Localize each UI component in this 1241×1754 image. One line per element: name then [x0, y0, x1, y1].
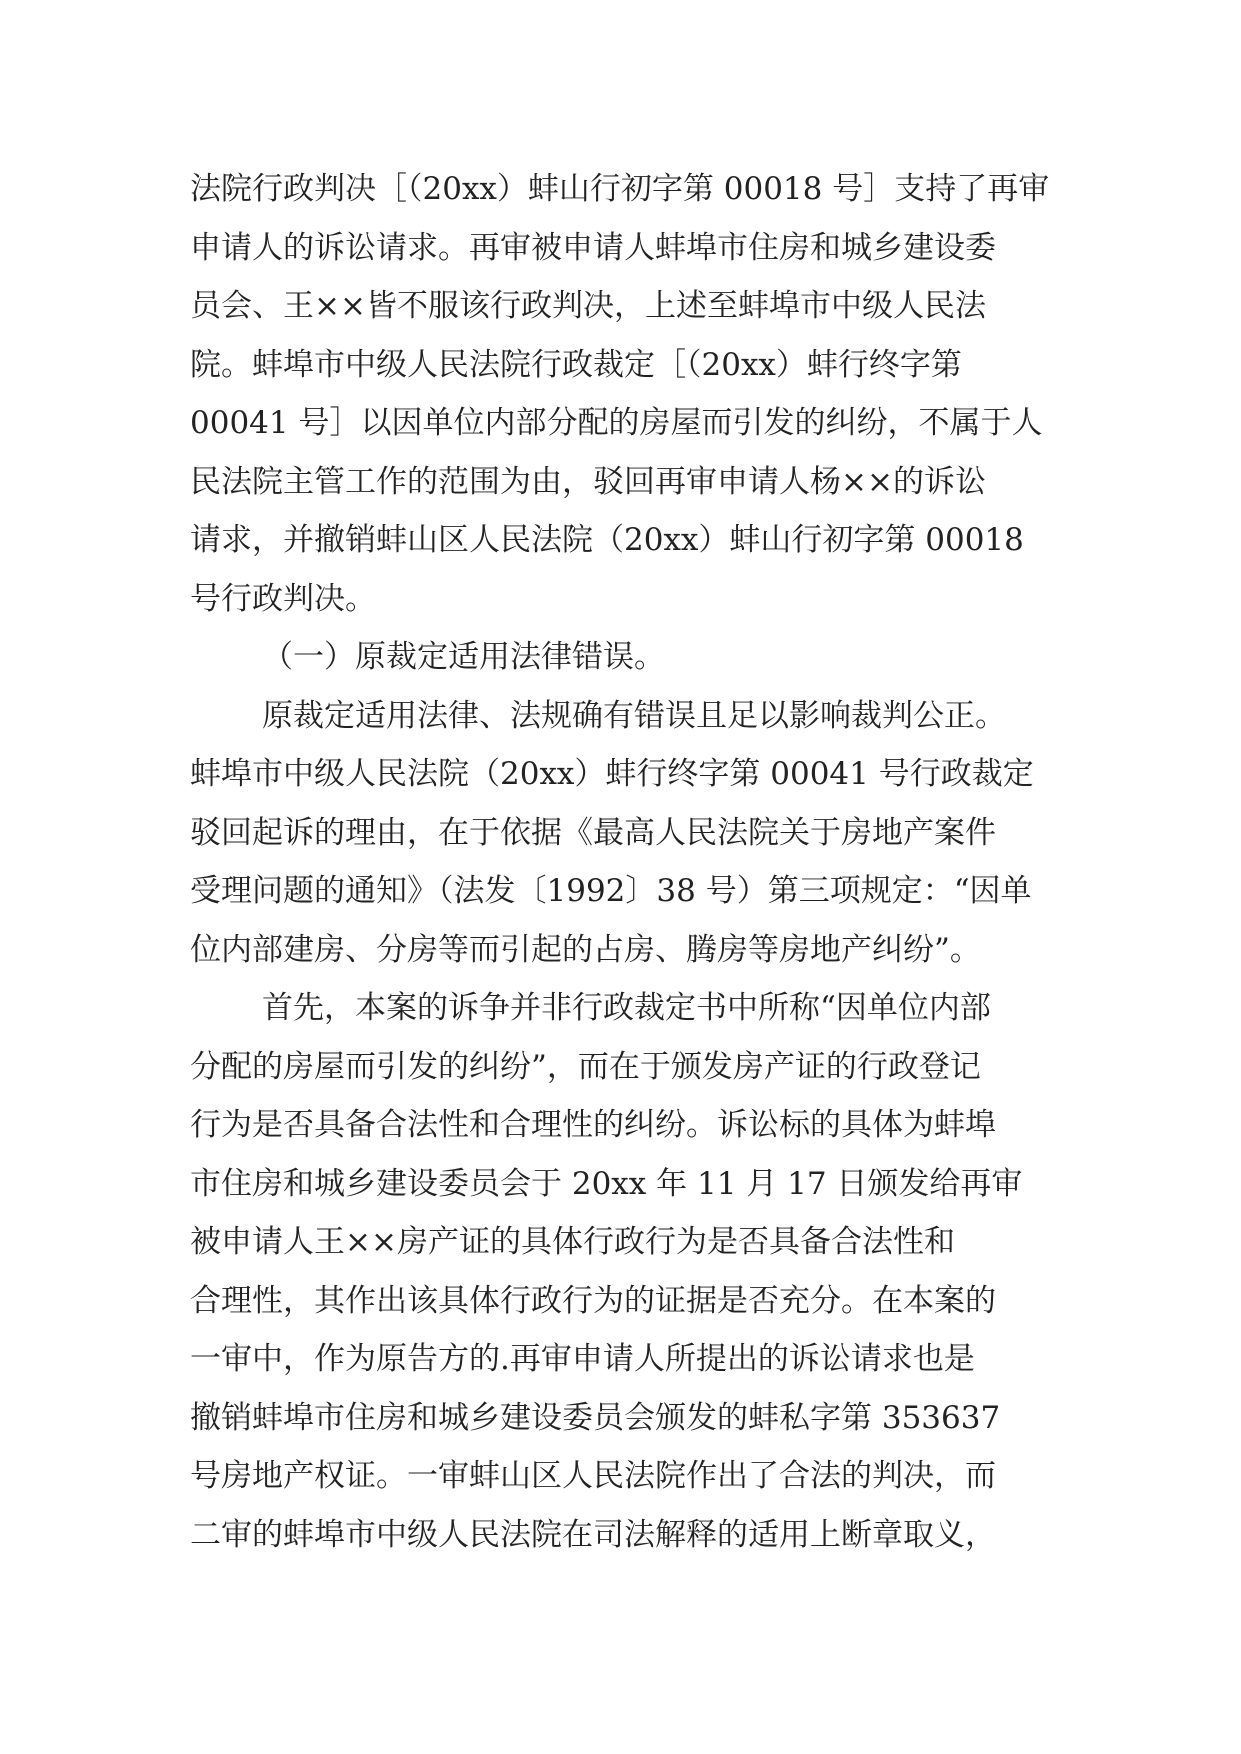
text-line-1: 法院行政判决［（20xx）蚌山行初字第 00018 号］支持了再审 [190, 171, 1050, 207]
text-line-5: 00041 号］以因单位内部分配的房屋而引发的纠纷，不属于人 [190, 405, 1043, 441]
text-line-13: 受理问题的通知》（法发〔1992〕38 号）第三项规定：“因单 [190, 873, 1032, 909]
text-line-24: 二审的蚌埠市中级人民法院在司法解释的适用上断章取义， [190, 1516, 996, 1553]
text-line-2: 申请人的诉讼请求。再审被申请人蚌埠市住房和城乡建设委 [190, 229, 996, 266]
text-line-17: 行为是否具备合法性和合理性的纠纷。诉讼标的具体为蚌埠 [190, 1107, 996, 1143]
text-line-18: 市住房和城乡建设委员会于 20xx 年 11 月 17 日颁发给再审 [190, 1165, 1023, 1202]
text-line-11: 蚌埠市中级人民法院（20xx）蚌行终字第 00041 号行政裁定 [190, 756, 1034, 792]
section-heading: （一）原裁定适用法律错误。 [262, 639, 665, 675]
text-line-15: 首先，本案的诉争并非行政裁定书中所称“因单位内部 [262, 990, 991, 1026]
text-line-22: 撤销蚌埠市住房和城乡建设委员会颁发的蚌私字第 353637 [190, 1399, 1001, 1436]
text-line-8: 号行政判决。 [190, 580, 376, 617]
text-line-7: 请求，并撤销蚌山区人民法院（20xx）蚌山行初字第 00018 [190, 522, 1024, 558]
text-line-12: 驳回起诉的理由，在于依据《最高人民法院关于房地产案件 [190, 814, 996, 851]
text-line-19: 被申请人王××房产证的具体行政行为是否具备合法性和 [190, 1224, 955, 1260]
text-line-10: 原裁定适用法律、法规确有错误且足以影响裁判公正。 [262, 697, 1006, 734]
document-body [190, 160, 1070, 1564]
text-line-3: 员会、王××皆不服该行政判决，上述至蚌埠市中级人民法 [190, 288, 986, 324]
text-line-21: 一审中，作为原告方的.再审申请人所提出的诉讼请求也是 [190, 1341, 975, 1377]
text-line-4: 院。蚌埠市中级人民法院行政裁定［（20xx）蚌行终字第 [190, 346, 962, 383]
text-line-16: 分配的房屋而引发的纠纷”，而在于颁发房产证的行政登记 [190, 1048, 981, 1085]
text-line-6: 民法院主管工作的范围为由，驳回再审申请人杨××的诉讼 [190, 463, 986, 500]
text-line-23: 号房地产权证。一审蚌山区人民法院作出了合法的判决，而 [190, 1458, 996, 1494]
text-line-14: 位内部建房、分房等而引起的占房、腾房等房地产纠纷”。 [190, 931, 981, 968]
text-line-20: 合理性，其作出该具体行政行为的证据是否充分。在本案的 [190, 1282, 996, 1319]
